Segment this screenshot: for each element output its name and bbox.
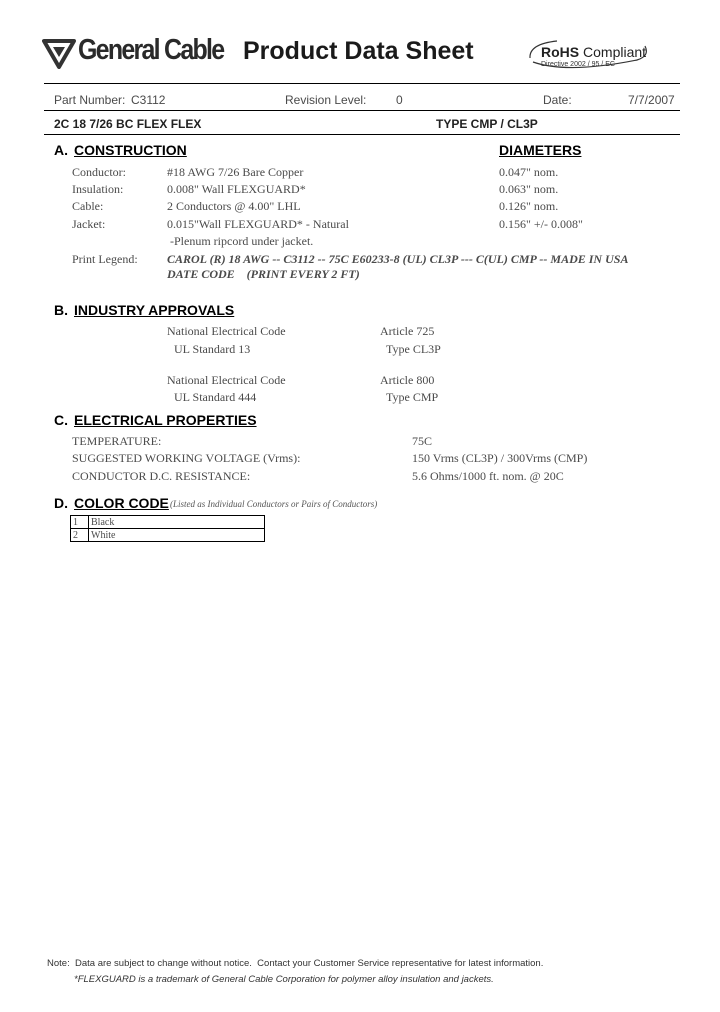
approval-type: Type CL3P — [386, 342, 441, 356]
approval-standard: UL Standard 13 — [174, 342, 251, 356]
section-title: ELECTRICAL PROPERTIES — [74, 412, 257, 428]
jacket-note: -Plenum ripcord under jacket. — [170, 234, 314, 248]
temperature-label: TEMPERATURE: — [72, 434, 162, 448]
table-row — [71, 529, 265, 542]
date-value: 7/7/2007 — [628, 93, 675, 107]
print-legend-line1: CAROL (R) 18 AWG -- C3112 -- 75C E60233-8 (UL) CL3P --- C(UL) CMP -- MADE IN USA — [167, 252, 629, 266]
section-title: INDUSTRY APPROVALS — [74, 302, 235, 318]
section-letter: C. — [54, 412, 68, 428]
approval-article: Article 800 — [380, 373, 435, 387]
jacket-diameter: 0.156" +/- 0.008" — [499, 217, 583, 231]
info-rule — [44, 110, 680, 111]
color-number: 1 — [71, 516, 89, 529]
cable-value: 2 Conductors @ 4.00" LHL — [167, 199, 301, 213]
voltage-value: 150 Vrms (CL3P) / 300Vrms (CMP) — [412, 451, 588, 465]
jacket-label: Jacket: — [72, 217, 106, 231]
date-label: Date: — [543, 93, 572, 107]
approval-code: National Electrical Code — [167, 324, 286, 338]
table-row — [71, 516, 265, 529]
resistance-value: 5.6 Ohms/1000 ft. nom. @ 20C — [412, 469, 564, 483]
logo-mark-icon — [42, 35, 76, 69]
rohs-directive: Directive 2002 / 95 / EC — [541, 61, 615, 68]
resistance-label: CONDUCTOR D.C. RESISTANCE: — [72, 469, 251, 483]
cable-diameter: 0.126" nom. — [499, 199, 559, 213]
logo-text: General Cable — [78, 34, 224, 66]
product-type: TYPE CMP / CL3P — [436, 117, 538, 131]
revision-label: Revision Level: — [285, 93, 367, 107]
footer-note: Note: Data are subject to change without notice. Contact your Customer Service representative for latest information. — [47, 958, 544, 969]
section-letter: B. — [54, 302, 68, 318]
insulation-label: Insulation: — [72, 182, 124, 196]
section-color-code-heading — [54, 495, 169, 511]
voltage-label: SUGGESTED WORKING VOLTAGE (Vrms): — [72, 451, 301, 465]
section-letter: A. — [54, 142, 68, 158]
rohs-badge — [527, 38, 651, 72]
color-code-table — [70, 515, 265, 542]
section-approvals-heading — [54, 302, 234, 318]
page-title: Product Data Sheet — [243, 37, 474, 65]
print-legend-line2: DATE CODE (PRINT EVERY 2 FT) — [167, 267, 360, 281]
header-rule — [44, 83, 680, 84]
rohs-label-rest: Compliant — [579, 44, 647, 60]
section-letter: D. — [54, 495, 68, 511]
approval-article: Article 725 — [380, 324, 435, 338]
approval-code: National Electrical Code — [167, 373, 286, 387]
approval-standard: UL Standard 444 — [174, 390, 257, 404]
insulation-value: 0.008" Wall FLEXGUARD* — [167, 182, 306, 196]
revision-value: 0 — [396, 93, 403, 107]
section-title: CONSTRUCTION — [74, 142, 187, 158]
footer-trademark: *FLEXGUARD is a trademark of General Cable Corporation for polymer alloy insulation and jackets. — [74, 974, 494, 985]
color-number: 2 — [71, 529, 89, 542]
temperature-value: 75C — [412, 434, 433, 448]
cable-label: Cable: — [72, 199, 104, 213]
print-legend-label: Print Legend: — [72, 252, 138, 266]
part-number-value: C3112 — [131, 93, 166, 107]
product-description: 2C 18 7/26 BC FLEX FLEX — [54, 117, 202, 131]
diameters-heading: DIAMETERS — [499, 142, 582, 158]
section-title: COLOR CODE — [74, 495, 169, 511]
color-name: White — [89, 529, 265, 542]
section-electrical-heading — [54, 412, 257, 428]
color-name: Black — [89, 516, 265, 529]
rohs-label-bold: RoHS — [541, 44, 580, 60]
description-rule — [44, 134, 680, 135]
color-code-note: (Listed as Individual Conductors or Pairs of Conductors) — [170, 499, 378, 509]
conductor-diameter: 0.047" nom. — [499, 165, 559, 179]
insulation-diameter: 0.063" nom. — [499, 182, 559, 196]
conductor-label: Conductor: — [72, 165, 126, 179]
conductor-value: #18 AWG 7/26 Bare Copper — [167, 165, 304, 179]
part-number-label: Part Number: — [54, 93, 126, 107]
jacket-value: 0.015"Wall FLEXGUARD* - Natural — [167, 217, 349, 231]
approval-type: Type CMP — [386, 390, 439, 404]
section-construction-heading — [54, 142, 187, 158]
